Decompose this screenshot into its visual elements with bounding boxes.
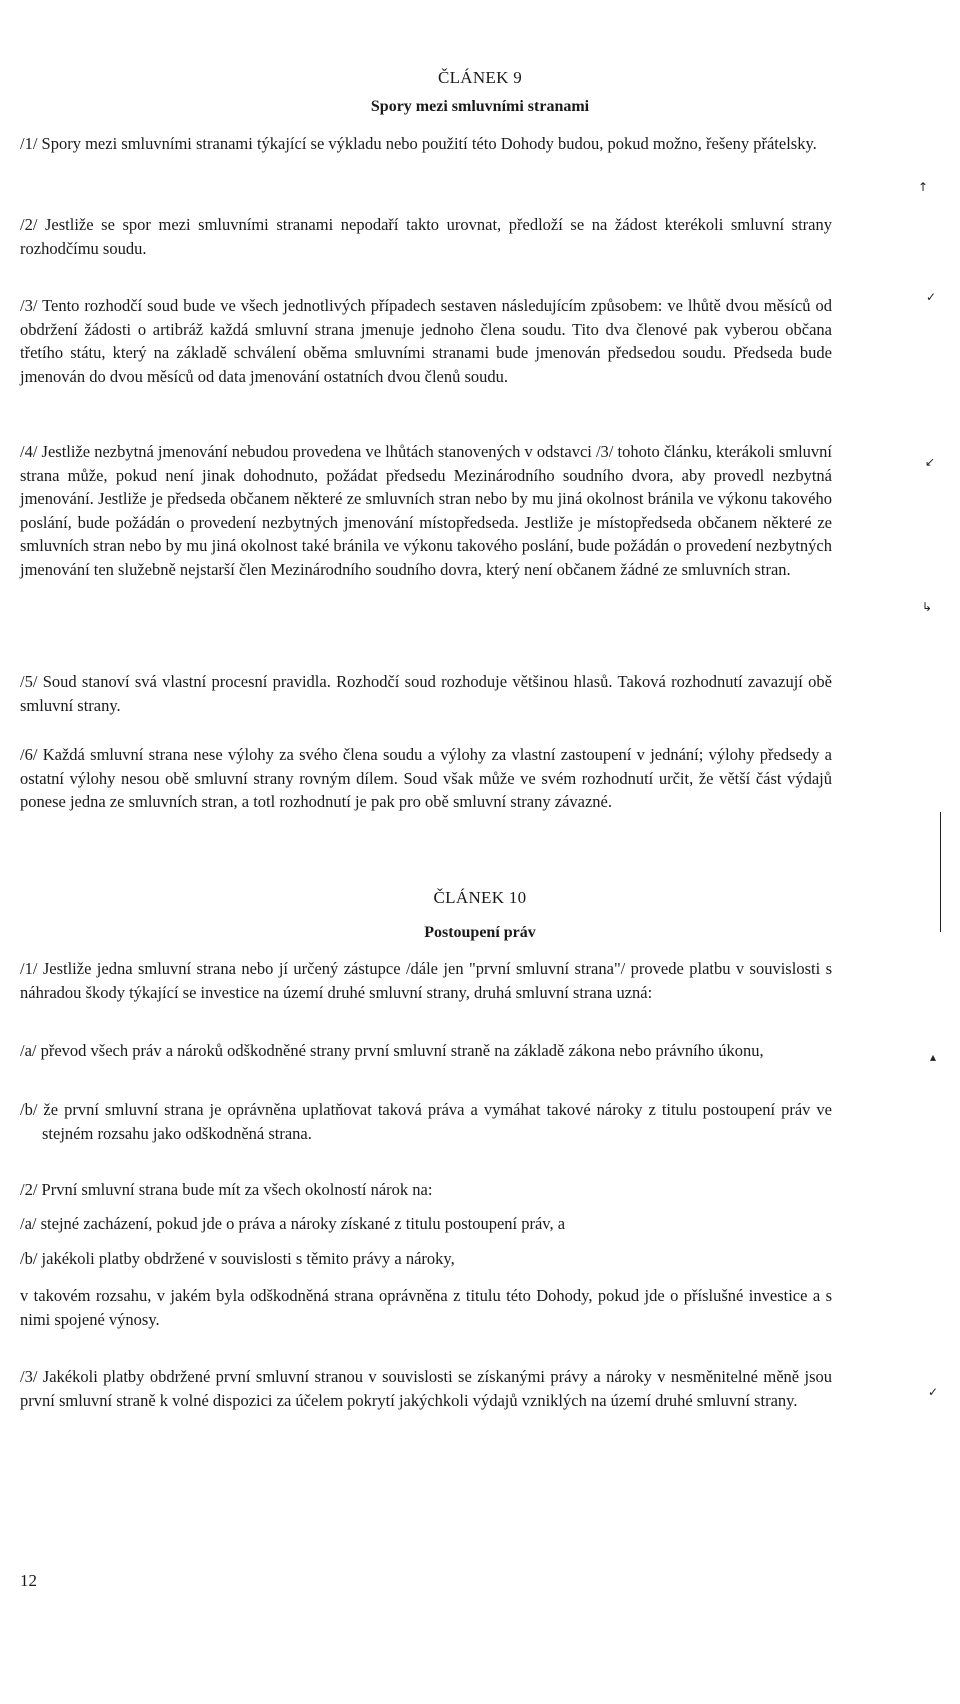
scan-mark: ↙: [925, 455, 936, 469]
article-10-paragraph-3: /3/ Jakékoli platby obdržené první smluvní stranou v souvislosti se získanými právy a nároky v nesměnitelné měně jsou první smluvní straně k volné dispozici za účelem pokrytí jakýchkoli výdajů vzniklých na území druhé smluvní strany.: [20, 1367, 832, 1410]
article-9-paragraph-4: /4/ Jestliže nezbytná jmenování nebudou provedena ve lhůtách stanovených v odstavci /3/ tohoto článku, kterákoli smluvní strana může, pokud není jinak dohodnuto, požádat předsedu Mezinárodního soudního dvora, aby provedl nezbytná jmenování. Jestliže je předseda občanem některé ze smluvních stran nebo by mu jiná okolnost bránila ve výkonu takového poslání, bude požádán o provedení nezbytných jmenování místopředseda. Jestliže je místopředseda občanem některé ze smluvních stran nebo by mu jiná okolnost také bránila ve výkonu takového poslání, bude požádán o provedení nezbytných jmenování ten služebně nejstarší člen Mezinárodního soudního dovra, který není občanem žádné ze smluvních stran.: [20, 442, 832, 579]
article-10-paragraph-2b: /b/ jakékoli platby obdržené v souvislosti s těmito právy a nároky,: [20, 1249, 455, 1268]
scan-mark: ↳: [922, 600, 933, 614]
scan-line: [940, 812, 941, 932]
article-9-heading: ČLÁNEK 9: [437, 68, 523, 87]
article-10-paragraph-2-closing: v takovém rozsahu, v jakém byla odškodněná strana oprávněna z titulu této Dohody, pokud jde o příslušné investice a s nimi spojené výnosy.: [20, 1286, 832, 1329]
article-10-paragraph-2a: /a/ stejné zacházení, pokud jde o práva a nároky získané z titulu postoupení práv, a: [20, 1214, 566, 1233]
article-10-subheading: Postoupení práv: [424, 924, 536, 941]
scan-mark: ✓: [928, 1385, 939, 1399]
article-10-heading: ČLÁNEK 10: [433, 888, 527, 907]
page-number: 12: [20, 1571, 37, 1590]
article-9-subheading: Spory mezi smluvními stranami: [370, 98, 590, 115]
article-9-paragraph-3: /3/ Tento rozhodčí soud bude ve všech jednotlivých případech sestaven následujícím způsobem: ve lhůtě dvou měsíců od obdržení žádosti o artibráž každá smluvní strana jmenuje jednoho člena soudu. Tito dva členové pak vyberou občana třetího státu, který na základě schválení oběma smluvními stranami bude jmenován předsedou soudu. Předseda bude jmenován do dvou měsíců od data jmenování ostatních dvou členů soudu.: [20, 296, 832, 386]
scan-mark: ▴: [930, 1050, 937, 1064]
scan-mark: ↑: [918, 180, 929, 194]
article-9-paragraph-2: /2/ Jestliže se spor mezi smluvními stranami nepodaří takto urovnat, předloží se na žádost kterékoli smluvní strany rozhodčímu soudu.: [20, 215, 832, 258]
article-10-paragraph-1a: /a/ převod všech práv a nároků odškodněné strany první smluvní straně na základě zákona nebo právního úkonu,: [20, 1041, 764, 1060]
article-9-paragraph-1: /1/ Spory mezi smluvními stranami týkající se výkladu nebo použití této Dohody budou, pokud možno, řešeny přátelsky.: [20, 134, 817, 153]
article-9-paragraph-5: /5/ Soud stanoví svá vlastní procesní pravidla. Rozhodčí soud rozhoduje většinou hlasů. Taková rozhodnutí zavazují obě smluvní strany.: [20, 672, 832, 715]
article-10-paragraph-1: /1/ Jestliže jedna smluvní strana nebo jí určený zástupce /dále jen "první smluvní strana"/ provede platbu v souvislosti s náhradou škody týkající se investice na území druhé smluvní strany, druhá smluvní strana uzná:: [20, 959, 832, 1002]
article-10-paragraph-2: /2/ První smluvní strana bude mít za všech okolností nárok na:: [20, 1180, 433, 1199]
article-10-paragraph-1b: /b/ že první smluvní strana je oprávněna uplatňovat taková práva a vymáhat takové nároky z titulu postoupení práv ve stejném rozsahu jako odškodněná strana.: [20, 1100, 832, 1143]
article-9-paragraph-6: /6/ Každá smluvní strana nese výlohy za svého člena soudu a výlohy za vlastní zastoupení v jednání; výlohy předsedy a ostatní výlohy nesou obě smluvní strany rovným dílem. Soud však může ve svém rozhodnutí určit, že větší část výdajů ponese jedna ze smluvních stran, a totl rozhodnutí je pak pro obě smluvní strany závazné.: [20, 745, 832, 811]
scan-mark: ✓: [926, 290, 937, 304]
